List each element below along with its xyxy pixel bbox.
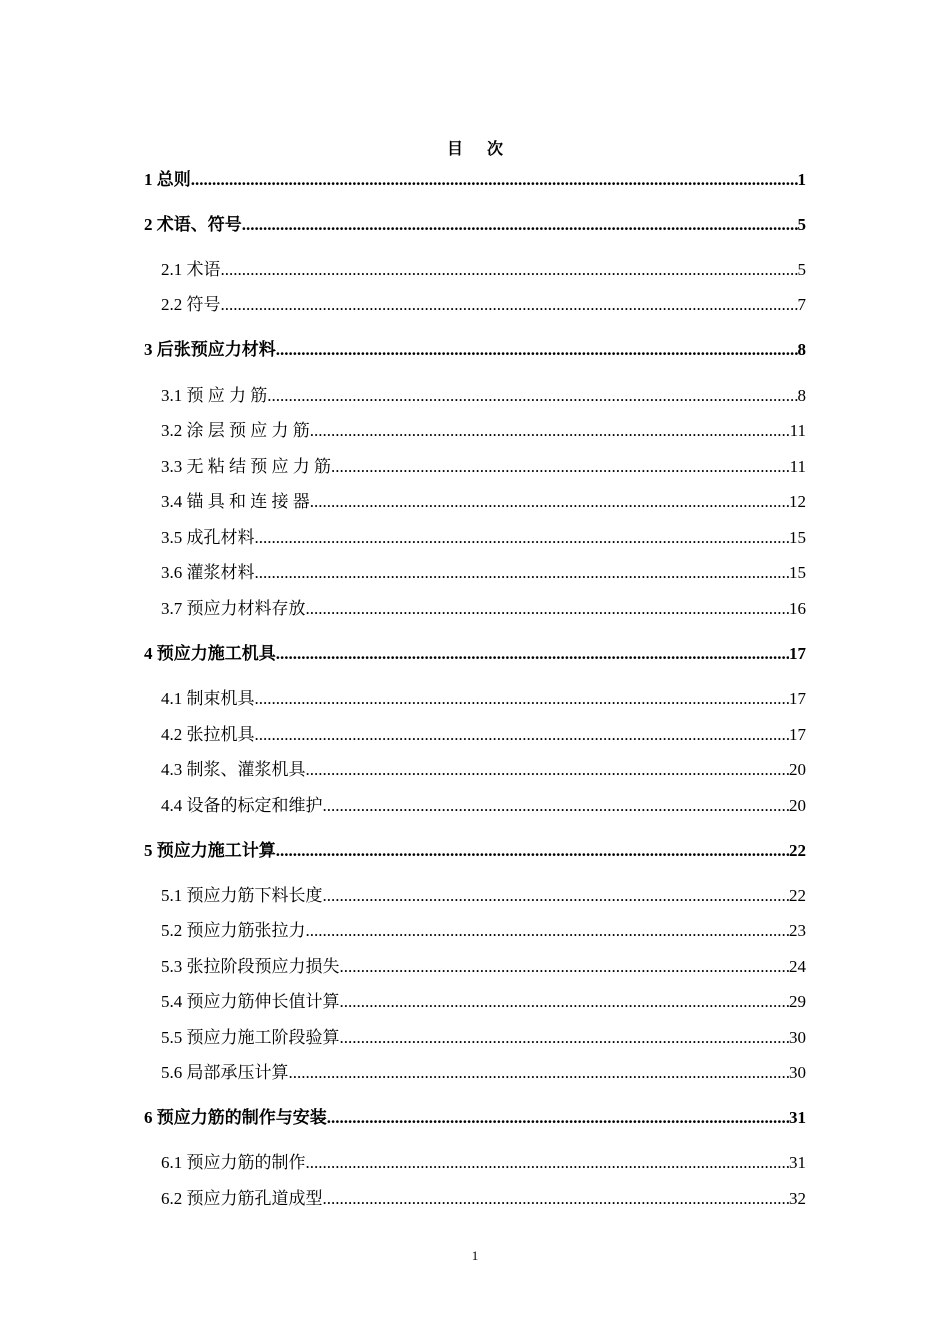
- toc-entry-page-number: 8: [797, 340, 806, 359]
- toc-dot-leader: [323, 885, 790, 907]
- toc-entry-label: 2 术语、符号: [144, 215, 242, 234]
- toc-entry-label: 4 预应力施工机具: [144, 644, 276, 663]
- toc-entry-label: 3.4 锚 具 和 连 接 器: [161, 492, 310, 511]
- toc-section-entry[interactable]: [144, 759, 806, 781]
- toc-entry-label: 1 总则: [144, 170, 191, 189]
- toc-entry-page-number: 23: [789, 921, 806, 940]
- toc-dot-leader: [323, 1188, 790, 1210]
- toc-chapter-entry[interactable]: [144, 1107, 806, 1129]
- toc-chapter-entry[interactable]: [144, 840, 806, 862]
- toc-title: 目 次: [446, 141, 503, 158]
- toc-entry-page-number: 20: [789, 760, 806, 779]
- toc-entry-page-number: 1: [797, 170, 806, 189]
- toc-entry-page-number: 20: [789, 796, 806, 815]
- toc-dot-leader: [191, 169, 798, 191]
- toc-entry-label: 4.4 设备的标定和维护: [161, 796, 323, 815]
- toc-section-entry[interactable]: [144, 259, 806, 281]
- toc-entry-label: 5.6 局部承压计算: [161, 1063, 289, 1082]
- toc-entry-page-number: 5: [797, 260, 806, 279]
- toc-dot-leader: [276, 643, 789, 665]
- toc-section-entry[interactable]: [144, 491, 806, 513]
- toc-entry-label: 5.4 预应力筋伸长值计算: [161, 992, 340, 1011]
- toc-dot-leader: [276, 339, 798, 361]
- toc-section-entry[interactable]: [144, 1027, 806, 1049]
- toc-dot-leader: [276, 840, 789, 862]
- toc-entry-label: 5.2 预应力筋张拉力: [161, 921, 306, 940]
- toc-entry-label: 3.3 无 粘 结 预 应 力 筋: [161, 457, 331, 476]
- toc-dot-leader: [323, 795, 790, 817]
- toc-section-entry[interactable]: [144, 527, 806, 549]
- toc-entry-label: 3 后张预应力材料: [144, 340, 276, 359]
- toc-chapter-entry[interactable]: [144, 643, 806, 665]
- toc-section-entry[interactable]: [144, 885, 806, 907]
- toc-entry-page-number: 11: [789, 421, 806, 440]
- toc-entry-page-number: 15: [789, 563, 806, 582]
- toc-entry-page-number: 15: [789, 528, 806, 547]
- toc-section-entry[interactable]: [144, 956, 806, 978]
- toc-entry-page-number: 7: [797, 295, 806, 314]
- toc-entry-page-number: 16: [789, 599, 806, 618]
- toc-dot-leader: [255, 724, 790, 746]
- toc-dot-leader: [340, 956, 790, 978]
- toc-chapter-entry[interactable]: [144, 214, 806, 236]
- toc-entry-label: 3.7 预应力材料存放: [161, 599, 306, 618]
- toc-entry-label: 5 预应力施工计算: [144, 841, 276, 860]
- toc-entry-page-number: 31: [789, 1108, 806, 1127]
- toc-section-entry[interactable]: [144, 1062, 806, 1084]
- toc-entry-page-number: 30: [789, 1028, 806, 1047]
- toc-entry-label: 6 预应力筋的制作与安装: [144, 1108, 327, 1127]
- toc-entry-page-number: 12: [789, 492, 806, 511]
- toc-section-entry[interactable]: [144, 385, 806, 407]
- toc-section-entry[interactable]: [144, 598, 806, 620]
- toc-entry-label: 5.3 张拉阶段预应力损失: [161, 957, 340, 976]
- toc-section-entry[interactable]: [144, 795, 806, 817]
- toc-section-entry[interactable]: [144, 920, 806, 942]
- toc-entry-label: 6.2 预应力筋孔道成型: [161, 1189, 323, 1208]
- toc-dot-leader: [306, 920, 790, 942]
- toc-entry-label: 3.1 预 应 力 筋: [161, 386, 268, 405]
- toc-section-entry[interactable]: [144, 991, 806, 1013]
- toc-entry-label: 3.6 灌浆材料: [161, 563, 255, 582]
- toc-chapter-entry[interactable]: [144, 169, 806, 191]
- toc-entry-page-number: 8: [797, 386, 806, 405]
- toc-dot-leader: [331, 456, 790, 478]
- toc-dot-leader: [327, 1107, 789, 1129]
- toc-entry-page-number: 17: [789, 644, 806, 663]
- toc-entry-label: 4.1 制束机具: [161, 689, 255, 708]
- toc-dot-leader: [242, 214, 798, 236]
- toc-entry-page-number: 22: [789, 886, 806, 905]
- toc-entry-label: 3.2 涂 层 预 应 力 筋: [161, 421, 310, 440]
- toc-section-entry[interactable]: [144, 562, 806, 584]
- toc-dot-leader: [340, 1027, 790, 1049]
- toc-entry-label: 6.1 预应力筋的制作: [161, 1153, 306, 1172]
- toc-entry-label: 5.5 预应力施工阶段验算: [161, 1028, 340, 1047]
- toc-dot-leader: [267, 385, 797, 407]
- toc-entry-page-number: 5: [797, 215, 806, 234]
- toc-entry-label: 4.3 制浆、灌浆机具: [161, 760, 306, 779]
- toc-dot-leader: [306, 759, 790, 781]
- toc-dot-leader: [289, 1062, 790, 1084]
- toc-dot-leader: [306, 1152, 790, 1174]
- toc-entry-page-number: 32: [789, 1189, 806, 1208]
- toc-entry-page-number: 17: [789, 725, 806, 744]
- toc-dot-leader: [340, 991, 790, 1013]
- toc-section-entry[interactable]: [144, 420, 806, 442]
- toc-section-entry[interactable]: [144, 1188, 806, 1210]
- toc-entry-label: 2.2 符号: [161, 295, 221, 314]
- toc-entry-page-number: 24: [789, 957, 806, 976]
- toc-dot-leader: [310, 420, 790, 442]
- toc-entry-page-number: 31: [789, 1153, 806, 1172]
- toc-entry-page-number: 22: [789, 841, 806, 860]
- toc-dot-leader: [255, 562, 790, 584]
- toc-entry-page-number: 11: [789, 457, 806, 476]
- toc-dot-leader: [221, 294, 798, 316]
- toc-dot-leader: [306, 598, 790, 620]
- toc-dot-leader: [255, 688, 790, 710]
- toc-entry-page-number: 30: [789, 1063, 806, 1082]
- toc-dot-leader: [310, 491, 789, 513]
- toc-section-entry[interactable]: [144, 724, 806, 746]
- toc-chapter-entry[interactable]: [144, 339, 806, 361]
- page-number: 1: [471, 1248, 479, 1263]
- toc-entry-page-number: 29: [789, 992, 806, 1011]
- toc-dot-leader: [221, 259, 798, 281]
- toc-section-entry[interactable]: [144, 294, 806, 316]
- toc-section-entry[interactable]: [144, 456, 806, 478]
- toc-dot-leader: [255, 527, 790, 549]
- toc-entry-label: 3.5 成孔材料: [161, 528, 255, 547]
- toc-section-entry[interactable]: [144, 1152, 806, 1174]
- toc-entry-label: 2.1 术语: [161, 260, 221, 279]
- toc-entry-label: 5.1 预应力筋下料长度: [161, 886, 323, 905]
- toc-section-entry[interactable]: [144, 688, 806, 710]
- toc-entry-label: 4.2 张拉机具: [161, 725, 255, 744]
- toc-entry-page-number: 17: [789, 689, 806, 708]
